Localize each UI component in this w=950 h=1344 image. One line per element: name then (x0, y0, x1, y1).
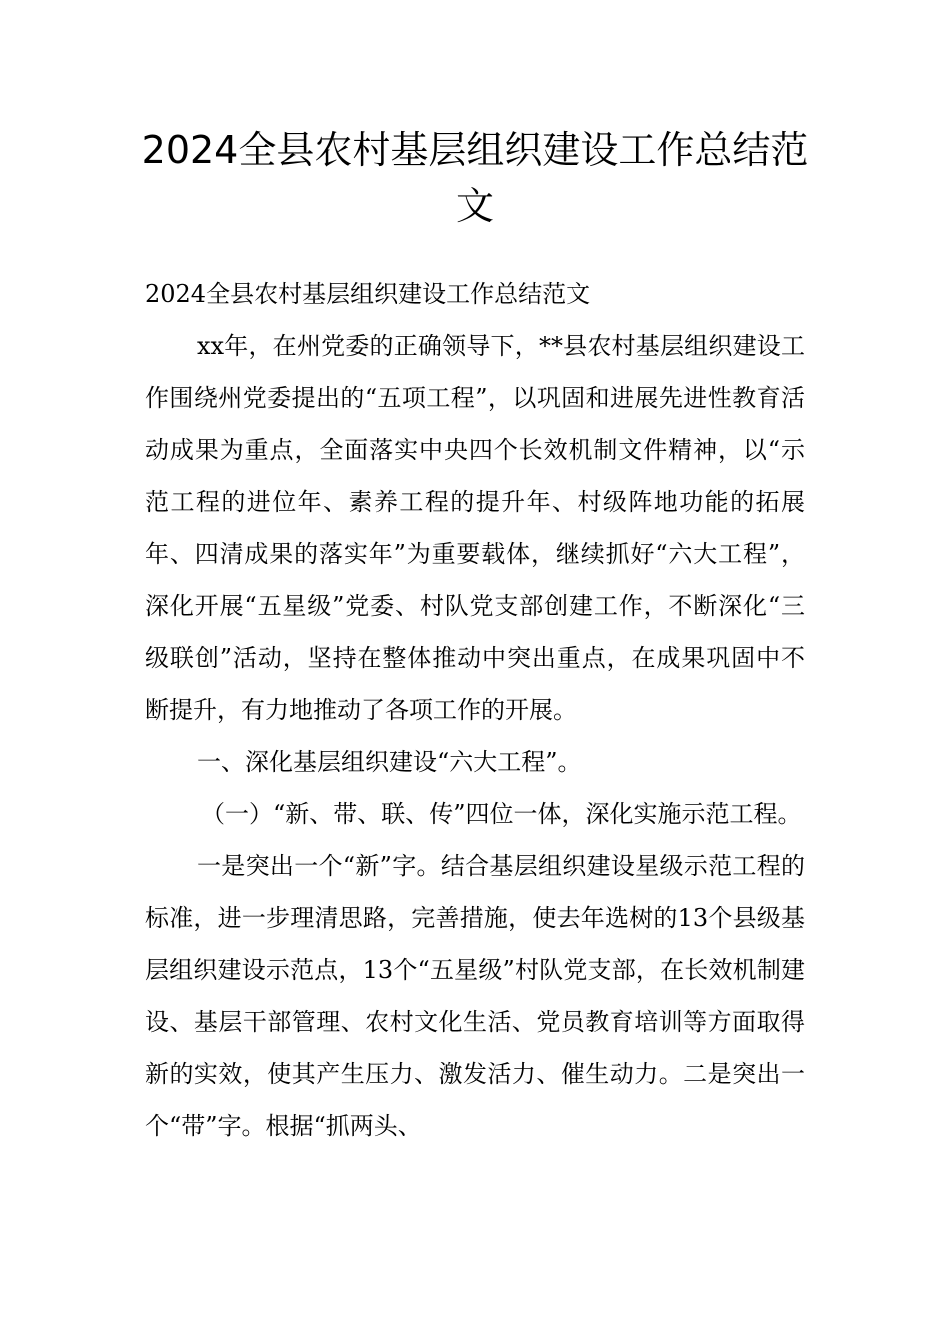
paragraph-intro: xx年，在州党委的正确领导下，**县农村基层组织建设工作围绕州党委提出的“五项工程”，以巩固和进展先进性教育活动成果为重点，全面落实中央四个长效机制文件精神，以“示范工程的进位年、素养工程的提升年、村级阵地功能的拓展年、四清成果的落实年”为重要载体，继续抓好“六大工程”，深化开展“五星级”党委、村队党支部创建工作，不断深化“三级联创”活动，坚持在整体推动中突出重点，在成果巩固中不断提升，有力地推动了各项工作的开展。 (145, 332, 805, 724)
paragraph-body: 一是突出一个“新”字。结合基层组织建设星级示范工程的标准，进一步理清思路，完善措施，使去年选树的13个县级基层组织建设示范点，13个“五星级”村队党支部，在长效机制建设、基层干部管理、农村文化生活、党员教育培训等方面取得新的实效，使其产生压力、激发活力、催生动力。二是突出一个“带”字。根据“抓两头、 (145, 852, 805, 1140)
document-body (145, 268, 805, 1152)
section-heading-1: 一、深化基层组织建设“六大工程”。 (197, 748, 582, 776)
subsection-heading-1: （一）“新、带、联、传”四位一体，深化实施示范工程。 (201, 800, 802, 828)
subtitle-line: 2024全县农村基层组织建设工作总结范文 (145, 280, 591, 308)
document-title: 2024全县农村基层组织建设工作总结范文 (141, 128, 809, 228)
